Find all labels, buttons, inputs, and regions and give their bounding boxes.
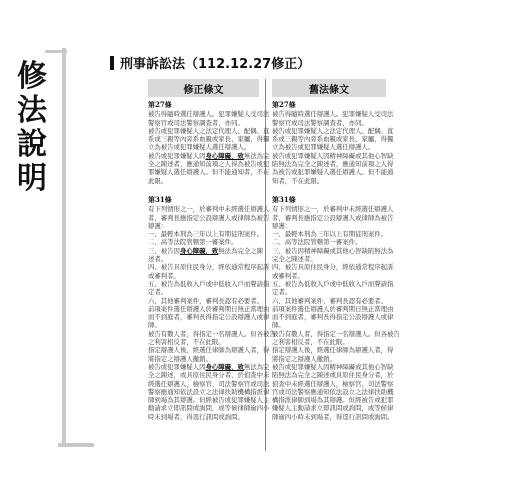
article-line: 知者，不在此限。 bbox=[272, 176, 324, 185]
article-line: 被告或犯罪嫌疑人因精神障礙或其他心智缺 bbox=[272, 151, 394, 160]
article-line: 被告或犯罪嫌疑人之法定代理人、配偶、直 bbox=[272, 126, 394, 135]
article-line: 前項案件選任辯護人於審判期日無正當理由 bbox=[148, 304, 270, 313]
article-line: 五、被告為低收入戶或中低收入戶而聲請指 bbox=[272, 279, 394, 288]
article-line: 三、被告因精神障礙或其他心智缺陷無法為 bbox=[272, 246, 394, 255]
article-line: 完全之陳述者。 bbox=[272, 255, 317, 264]
article-line: 有下列情形之一，於審判中未經選任辯護人 bbox=[148, 205, 270, 214]
article-line: 二、高等法院管轄第一審案件。 bbox=[148, 238, 238, 247]
header-new: 修正條文 bbox=[148, 79, 259, 97]
amended-text: 身心障礙，致 bbox=[205, 151, 244, 160]
article-line: 四、被告具原住民身分，經依通常程序起訴 bbox=[272, 263, 394, 272]
article-line: 被告有數人者，得指定一名辯護人。但各被告 bbox=[272, 329, 400, 338]
line-segment: 被告或犯罪嫌疑人因 bbox=[148, 362, 206, 371]
header-old: 舊法條文 bbox=[272, 79, 386, 97]
article-line: 指定辯護人後，經選任律師為辯護人者，得 bbox=[148, 346, 270, 355]
amended-text: 身心障礙，致 bbox=[179, 246, 219, 255]
old-article-31 bbox=[272, 195, 400, 421]
article-label: 第31條 bbox=[272, 195, 296, 204]
side-title-char: 修 bbox=[17, 59, 47, 94]
new-article-27 bbox=[148, 100, 270, 185]
article-line: 五、被告為低收入戶或中低收入戶而聲請指 bbox=[148, 279, 270, 288]
side-rule-vertical bbox=[62, 48, 66, 443]
article-line: 為被告或犯罪嫌疑人選任辯護人。但不能通 bbox=[272, 168, 394, 177]
article-line: 前項案件選任辯護人於審判期日無正當理由 bbox=[272, 304, 394, 313]
article-line: 系或三親等內旁系血親或家長、家屬，得獨 bbox=[272, 135, 394, 144]
side-title-char: 說 bbox=[17, 127, 47, 162]
line-segment: 被告或犯罪嫌疑人因 bbox=[148, 151, 206, 160]
article-line: 定者。 bbox=[272, 288, 292, 297]
line-segment: 無法為完 bbox=[243, 362, 270, 371]
article-line bbox=[148, 362, 270, 371]
line-segment: 無法為完 bbox=[243, 151, 270, 160]
new-article-31 bbox=[148, 195, 276, 421]
article-line: 嫌疑人主動請求立即訊問或詢問，或等候律 bbox=[272, 404, 394, 413]
line-segment: 無法為完全之陳 bbox=[218, 246, 264, 255]
article-line: 官或司法警察應通知依法設立之法律扶助機 bbox=[272, 387, 394, 396]
side-rule-bottom bbox=[58, 443, 94, 447]
article-line: 四、被告具原住民身分，經依通常程序起訴 bbox=[148, 263, 270, 272]
article-line: 者，審判長應指定公設辯護人或律師為被告 bbox=[148, 213, 270, 222]
law-title bbox=[110, 53, 310, 72]
article-line: 或審判者。 bbox=[272, 271, 304, 280]
article-line: 此限。 bbox=[148, 176, 168, 185]
article-line: 之利害相反者，不在此限。 bbox=[272, 338, 349, 347]
title-bar-icon bbox=[110, 56, 114, 70]
side-title bbox=[6, 60, 58, 196]
article-line: 師到場為其辯護。但經被告或犯罪嫌疑人主 bbox=[148, 396, 270, 405]
article-line: 時未到場者，得逕行訊問或詢問。 bbox=[148, 412, 244, 421]
article-line: 警察官或司法警察調查者，亦同。 bbox=[148, 118, 244, 127]
article-line bbox=[148, 246, 264, 255]
article-line: 立為被告或犯罪嫌疑人選任辯護人。 bbox=[148, 143, 251, 152]
article-line: 偵查中未經選任辯護人，檢察官、司法警察 bbox=[272, 379, 394, 388]
amended-text: 身心障礙，致 bbox=[205, 362, 244, 371]
article-line: 被告得隨時選任辯護人。犯罪嫌疑人受司法 bbox=[272, 110, 394, 119]
article-line: 者，審判長應指定公設辯護人或律師為被告 bbox=[272, 213, 394, 222]
article-line: 師逾四小時未到場者，得逕行訊問或詢問。 bbox=[272, 412, 394, 421]
article-line: 全之陳述，或具原住民身分者，於偵查中未 bbox=[148, 371, 270, 380]
article-line: 警察應通知依法設立之法律扶助機構指派律 bbox=[148, 387, 270, 396]
article-line: 動請求立即訊問或詢問，或等候律師逾四小 bbox=[148, 404, 270, 413]
article-line: 警察官或司法警察調查者，亦同。 bbox=[272, 118, 368, 127]
article-label: 第31條 bbox=[148, 195, 172, 204]
article-line: 之利害相反者，不在此限。 bbox=[148, 338, 225, 347]
article-line: 被告或犯罪嫌疑人因精神障礙或其他心智缺 bbox=[272, 362, 394, 371]
article-line: 一、最輕本刑為三年以上有期徒刑案件。 bbox=[272, 230, 388, 239]
article-line: 構指派律師到場為其辯護。但經被告或犯罪 bbox=[272, 396, 394, 405]
article-line: 全之陳述者，應通知前項之人得為被告或犯 bbox=[148, 160, 270, 169]
article-line: 指定辯護人後，經選任律師為辯護人者，得 bbox=[272, 346, 394, 355]
article-line: 陷無法為完全之陳述者，應通知前項之人得 bbox=[272, 160, 394, 169]
article-line: 罪嫌疑人選任辯護人。但不能通知者，不在 bbox=[148, 168, 270, 177]
side-title-char: 法 bbox=[17, 93, 47, 128]
line-segment: 三、被告因 bbox=[148, 246, 180, 255]
article-line: 師。 bbox=[148, 321, 161, 330]
article-line: 六、其他審判案件，審判長認有必要者。 bbox=[148, 296, 264, 305]
article-line: 將指定之辯護人撤銷。 bbox=[272, 354, 336, 363]
law-title-text: 刑事訴訟法（112.12.27修正） bbox=[120, 57, 311, 72]
article-line: 有下列情形之一，於審判中未經選任辯護人 bbox=[272, 205, 394, 214]
article-line: 定者。 bbox=[148, 288, 168, 297]
article-line: 而不到庭者，審判長得指定公設辯護人或律 bbox=[272, 313, 394, 322]
article-label: 第27條 bbox=[272, 100, 296, 109]
article-line: 經選任辯護人，檢察官、司法警察官或司法 bbox=[148, 379, 270, 388]
article-line: 立為被告或犯罪嫌疑人選任辯護人。 bbox=[272, 143, 375, 152]
article-line: 二、高等法院管轄第一審案件。 bbox=[272, 238, 362, 247]
article-line: 將指定之辯護人撤銷。 bbox=[148, 354, 212, 363]
article-line: 被告得隨時選任辯護人。犯罪嫌疑人受司法 bbox=[148, 110, 270, 119]
article-line: 辯護： bbox=[272, 221, 292, 230]
article-line: 或審判者。 bbox=[148, 271, 180, 280]
article-line: 陷無法為完全之陳述或具原住民身分者，於 bbox=[272, 371, 394, 380]
article-line: 述者。 bbox=[148, 255, 168, 264]
article-label: 第27條 bbox=[148, 100, 172, 109]
article-line: 被告或犯罪嫌疑人之法定代理人、配偶、直 bbox=[148, 126, 270, 135]
article-line: 辯護： bbox=[148, 221, 168, 230]
side-title-char: 明 bbox=[17, 161, 47, 196]
article-line: 一、最輕本刑為三年以上有期徒刑案件。 bbox=[148, 230, 264, 239]
article-line: 師。 bbox=[272, 321, 285, 330]
article-line: 被告有數人者，得指定一名辯護人。但各被告 bbox=[148, 329, 276, 338]
old-article-27 bbox=[272, 100, 394, 185]
article-line: 而不到庭者，審判長得指定公設辯護人或律 bbox=[148, 313, 270, 322]
article-line bbox=[148, 151, 270, 160]
article-line: 系或三親等內旁系血親或家長、家屬，得獨 bbox=[148, 135, 270, 144]
article-line: 六、其他審判案件，審判長認有必要者。 bbox=[272, 296, 388, 305]
